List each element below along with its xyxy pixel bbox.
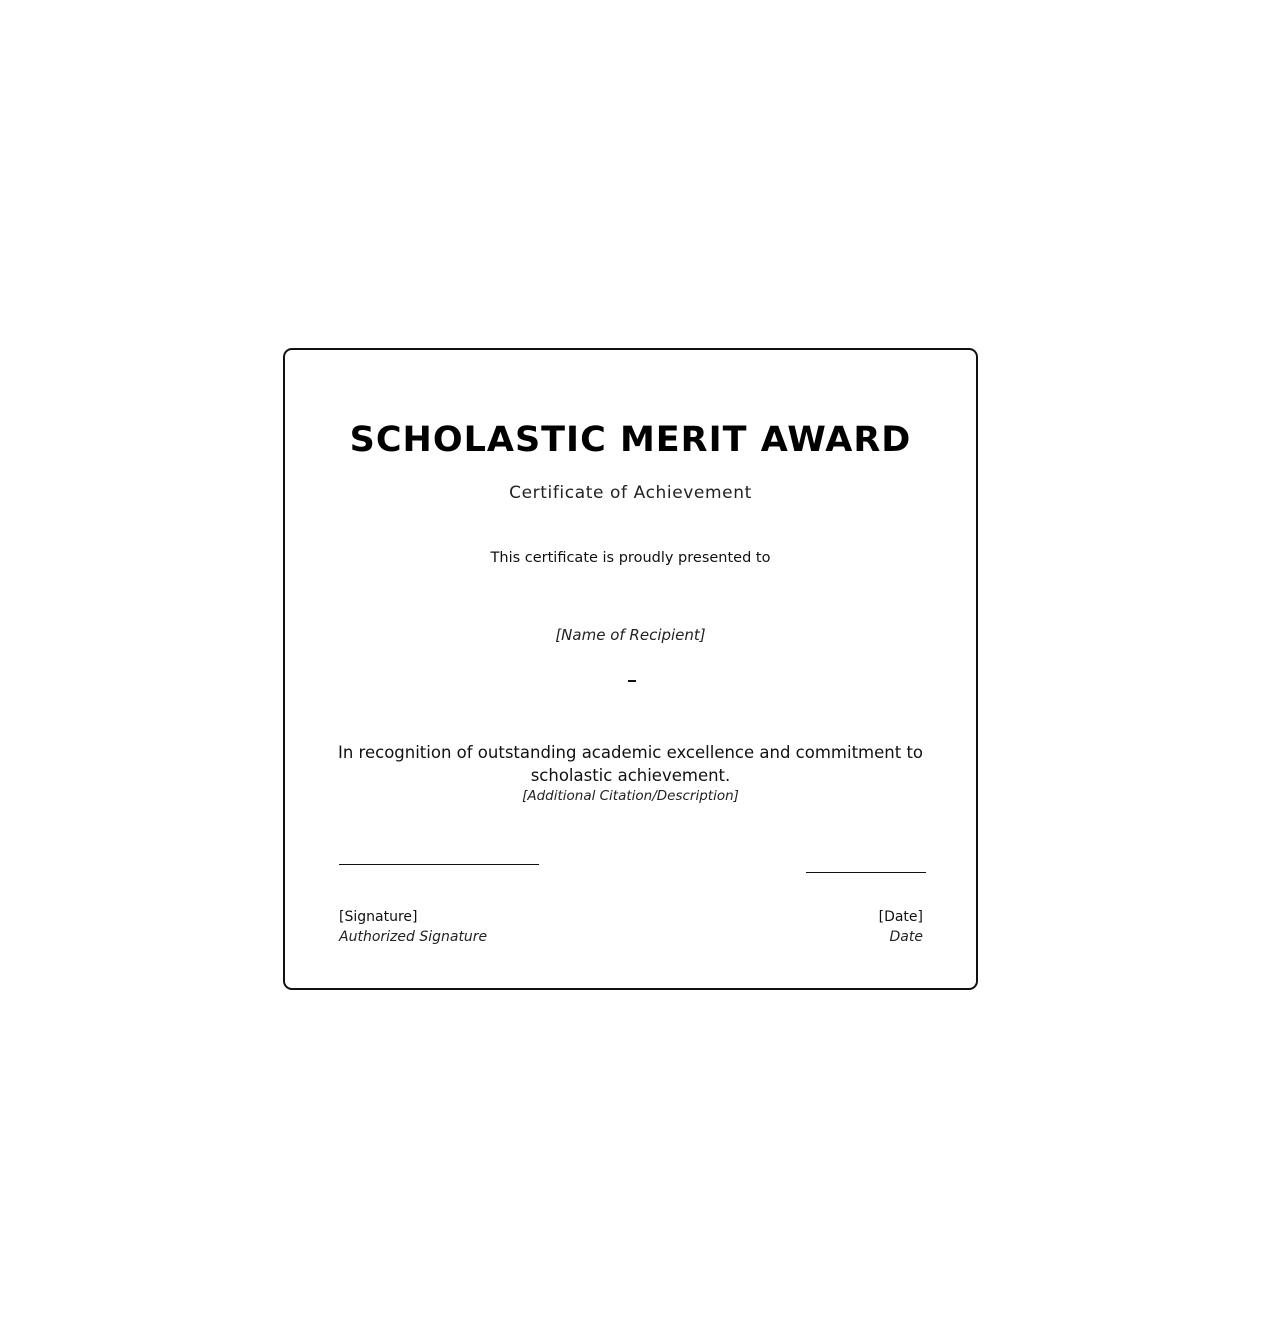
recipient-name: [Name of Recipient] <box>555 626 706 644</box>
certificate-subtitle: Certificate of Achievement <box>509 483 752 503</box>
signature-caption: Authorized Signature <box>339 929 488 945</box>
recipient-underline <box>628 680 636 682</box>
date-line <box>806 872 926 873</box>
date-block <box>879 907 923 947</box>
certificate-title: SCHOLASTIC MERIT AWARD <box>349 420 912 460</box>
recognition-text: In recognition of outstanding academic excellence and commitment to scholastic achievement. <box>337 743 924 785</box>
certificate-card <box>283 348 978 990</box>
signature-line <box>339 864 539 865</box>
presented-to-text: This certificate is proudly presented to <box>490 550 771 566</box>
date-value: [Date] <box>878 909 923 925</box>
citation-description: [Additional Citation/Description] <box>522 788 739 804</box>
signature-block <box>339 907 487 947</box>
date-caption: Date <box>889 929 923 945</box>
signature-value: [Signature] <box>339 909 418 925</box>
